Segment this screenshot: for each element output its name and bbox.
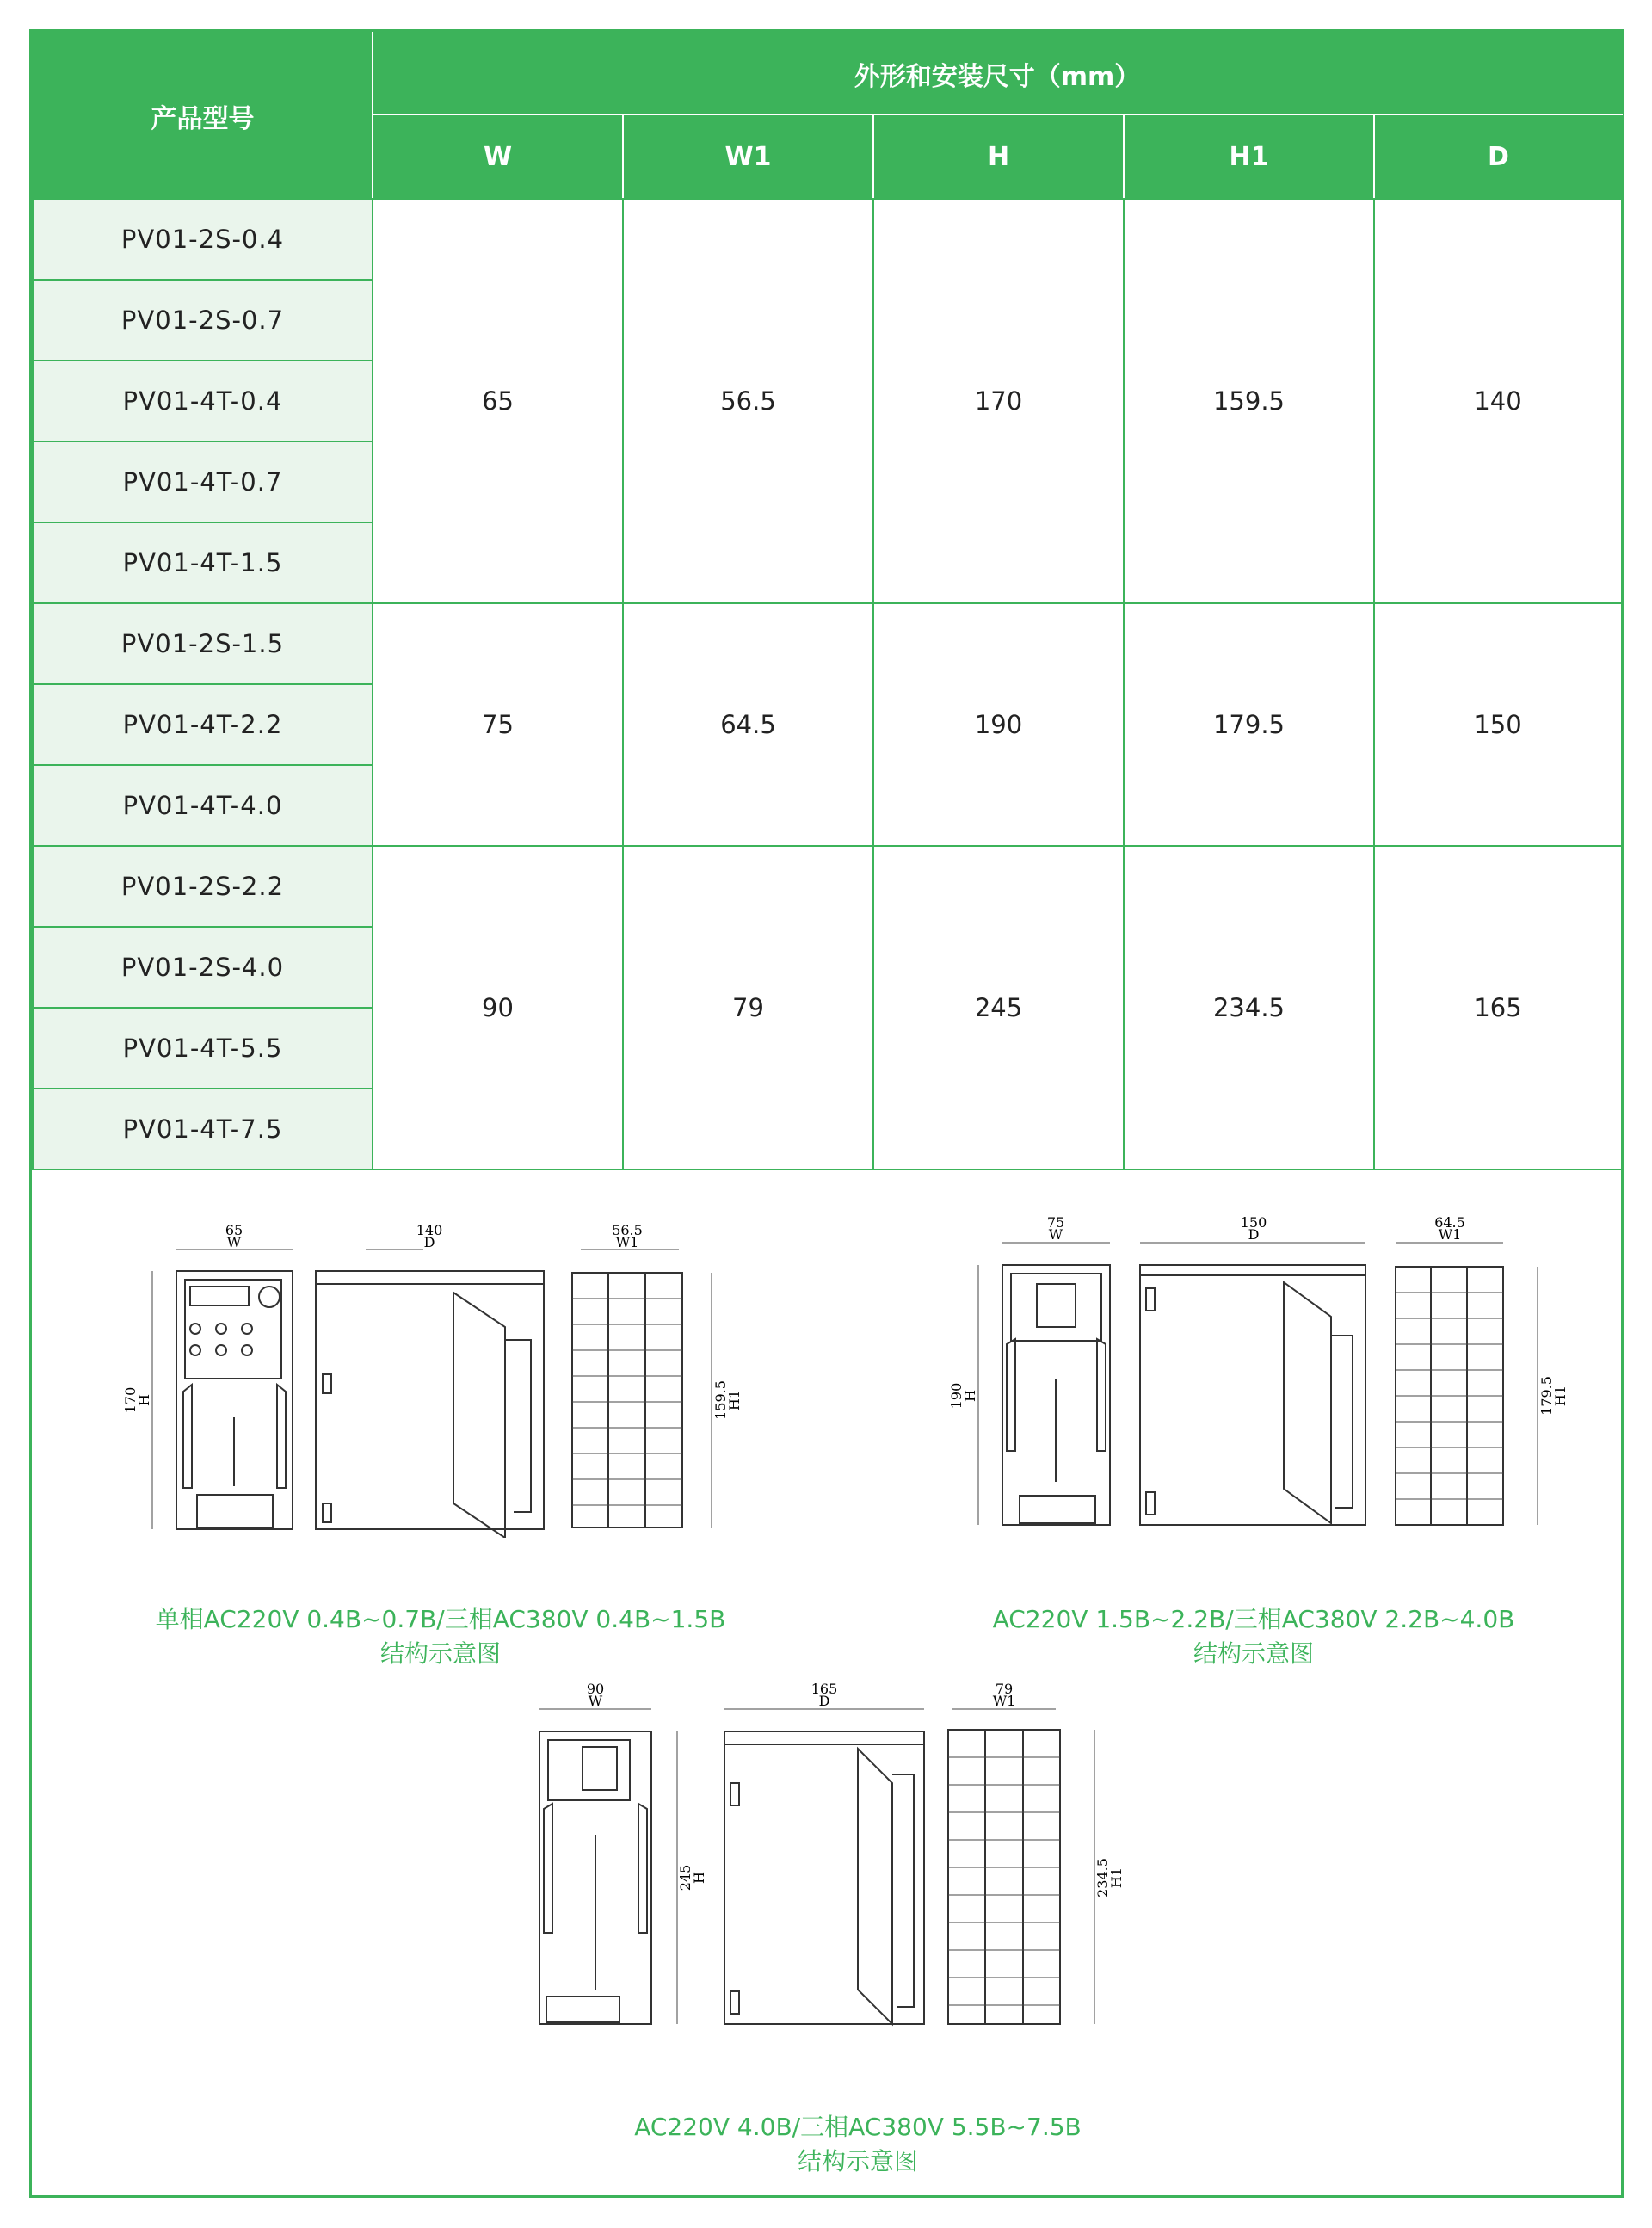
caption-line-2: 结构示意图 — [379, 1639, 501, 1668]
model-cell: PV01-4T-5.5 — [33, 1008, 373, 1089]
column-header-w: W — [373, 114, 623, 199]
drawing-small — [101, 1219, 755, 1538]
column-header-h: H — [873, 114, 1124, 199]
dimension-header: 外形和安装尺寸（mm） — [373, 33, 1622, 114]
value-h1: 159.5 — [1124, 199, 1374, 603]
value-d: 165 — [1374, 846, 1622, 1170]
dim-w-label: W — [588, 1693, 603, 1709]
model-cell: PV01-4T-4.0 — [33, 765, 373, 846]
table-row — [33, 199, 1622, 280]
dimension-table — [32, 32, 1623, 1170]
dim-h1-label: H1 — [726, 1389, 743, 1411]
caption-line-2: 结构示意图 — [797, 2147, 918, 2176]
dim-w1-value: 56.5 — [612, 1222, 643, 1238]
caption-line-2: 结构示意图 — [1193, 1639, 1314, 1668]
caption-medium — [927, 1602, 1581, 1671]
value-h1: 179.5 — [1124, 603, 1374, 846]
model-cell: PV01-2S-2.2 — [33, 846, 373, 927]
dim-w-label: W — [1048, 1226, 1063, 1243]
dim-h-value: 170 — [122, 1386, 139, 1414]
dimension-drawing-small — [101, 1219, 755, 1538]
value-w: 75 — [373, 603, 623, 846]
value-h: 245 — [873, 846, 1124, 1170]
value-d: 150 — [1374, 603, 1622, 846]
model-header: 产品型号 — [33, 33, 373, 199]
caption-large — [531, 2110, 1185, 2179]
model-cell: PV01-2S-0.4 — [33, 199, 373, 280]
table-row — [33, 603, 1622, 684]
value-h: 190 — [873, 603, 1124, 846]
table-row — [33, 846, 1622, 927]
model-cell: PV01-4T-0.7 — [33, 441, 373, 522]
drawings-area — [32, 1168, 1621, 2195]
dim-d-value: 140 — [416, 1222, 443, 1238]
dim-d-value: 150 — [1240, 1215, 1267, 1231]
model-cell: PV01-2S-0.7 — [33, 280, 373, 361]
dim-h-label: H — [962, 1390, 978, 1402]
value-w: 90 — [373, 846, 623, 1170]
value-h: 170 — [873, 199, 1124, 603]
column-header-h1: H1 — [1124, 114, 1374, 199]
caption-small — [118, 1602, 763, 1671]
spec-sheet — [29, 29, 1624, 2198]
model-cell: PV01-4T-7.5 — [33, 1089, 373, 1170]
dim-h-label: H — [691, 1872, 707, 1884]
dim-h1-label: H1 — [1552, 1385, 1569, 1407]
dim-w-value: 65 — [225, 1222, 243, 1238]
value-d: 140 — [1374, 199, 1622, 603]
dim-d-value: 165 — [811, 1681, 838, 1697]
dim-w1-label: W1 — [615, 1234, 639, 1250]
value-h1: 234.5 — [1124, 846, 1374, 1170]
dim-w1-value: 79 — [995, 1681, 1014, 1697]
caption-line-1: AC220V 1.5B~2.2B/三相AC380V 2.2B~4.0B — [992, 1605, 1515, 1633]
drawing-large — [514, 1680, 1168, 2033]
dim-h-label: H — [136, 1394, 152, 1406]
model-cell: PV01-4T-2.2 — [33, 684, 373, 765]
dimension-drawing-large — [514, 1680, 1168, 2033]
dim-w1-value: 64.5 — [1434, 1215, 1465, 1231]
model-cell: PV01-2S-1.5 — [33, 603, 373, 684]
dim-d-label: D — [423, 1234, 435, 1250]
dim-h1-value: 179.5 — [1538, 1376, 1555, 1416]
dim-w1-label: W1 — [1438, 1226, 1462, 1243]
dim-w-value: 75 — [1046, 1215, 1065, 1231]
column-header-w1: W1 — [623, 114, 873, 199]
dim-w1-label: W1 — [992, 1693, 1016, 1709]
dim-d-label: D — [1248, 1226, 1260, 1243]
value-w1: 79 — [623, 846, 873, 1170]
dim-h1-label: H1 — [1108, 1867, 1125, 1889]
dim-w-value: 90 — [586, 1681, 605, 1697]
dim-h1-value: 234.5 — [1094, 1858, 1111, 1898]
dim-d-label: D — [818, 1693, 830, 1709]
dim-h-value: 190 — [948, 1382, 965, 1410]
model-cell: PV01-4T-0.4 — [33, 361, 373, 441]
drawing-medium — [909, 1215, 1581, 1542]
dimension-drawing-medium — [909, 1215, 1581, 1542]
column-header-d: D — [1374, 114, 1622, 199]
dim-h-value: 245 — [677, 1864, 693, 1892]
value-w1: 64.5 — [623, 603, 873, 846]
dim-w-label: W — [226, 1234, 242, 1250]
caption-line-1: 单相AC220V 0.4B~0.7B/三相AC380V 0.4B~1.5B — [155, 1605, 726, 1633]
model-cell: PV01-2S-4.0 — [33, 927, 373, 1008]
value-w1: 56.5 — [623, 199, 873, 603]
dim-h1-value: 159.5 — [712, 1380, 729, 1420]
caption-line-1: AC220V 4.0B/三相AC380V 5.5B~7.5B — [634, 2113, 1082, 2141]
value-w: 65 — [373, 199, 623, 603]
model-cell: PV01-4T-1.5 — [33, 522, 373, 603]
